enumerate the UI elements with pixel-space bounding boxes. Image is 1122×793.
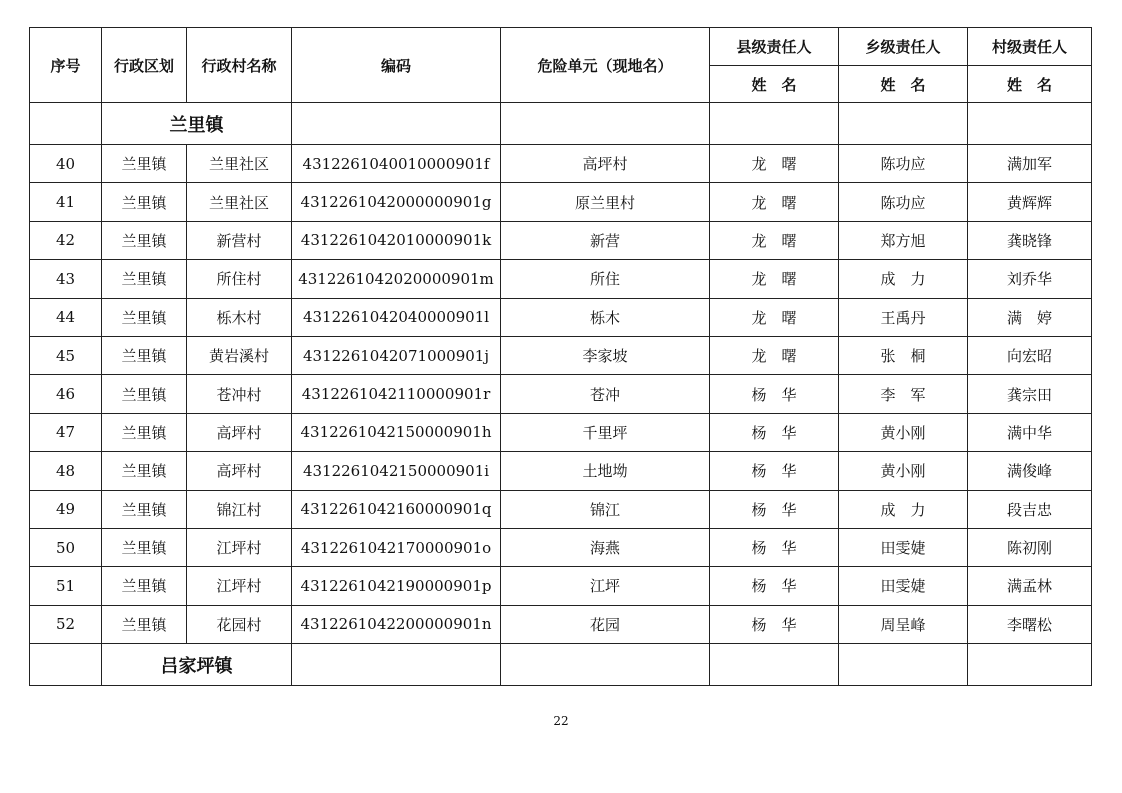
- cell-county-name: 杨 华: [710, 605, 839, 643]
- cell-village-name: 满俊峰: [968, 452, 1092, 490]
- cell-township-name: 陈功应: [839, 183, 968, 221]
- cell-code: 4312261042170000901o: [292, 528, 501, 566]
- cell-township-name: 田雯婕: [839, 567, 968, 605]
- cell-seq: 42: [30, 221, 102, 259]
- table-row: [30, 260, 1092, 298]
- cell-village: 栎木村: [187, 298, 292, 336]
- cell-village-name: 龚晓锋: [968, 221, 1092, 259]
- cell-village: 兰里社区: [187, 183, 292, 221]
- cell-district: 兰里镇: [102, 452, 187, 490]
- cell-code: 4312261042150000901h: [292, 413, 501, 451]
- cell-danger-unit: 新营: [501, 221, 710, 259]
- section-blank-cell: [292, 103, 501, 145]
- cell-township-name: 李 军: [839, 375, 968, 413]
- cell-district: 兰里镇: [102, 298, 187, 336]
- table-row: [30, 145, 1092, 183]
- cell-code: 4312261040010000901f: [292, 145, 501, 183]
- table-row: [30, 221, 1092, 259]
- cell-township-name: 张 桐: [839, 336, 968, 374]
- section-label: 吕家坪镇: [102, 644, 292, 686]
- cell-code: 4312261042000000901g: [292, 183, 501, 221]
- cell-village-name: 陈初刚: [968, 528, 1092, 566]
- cell-danger-unit: 海燕: [501, 528, 710, 566]
- section-blank-cell: [30, 644, 102, 686]
- table-row: [30, 183, 1092, 221]
- section-blank-cell: [292, 644, 501, 686]
- section-row: [30, 103, 1092, 145]
- page-number: 22: [553, 714, 569, 728]
- cell-seq: 40: [30, 145, 102, 183]
- cell-code: 4312261042200000901n: [292, 605, 501, 643]
- cell-county-name: 杨 华: [710, 490, 839, 528]
- cell-code: 4312261042040000901l: [292, 298, 501, 336]
- cell-township-name: 周呈峰: [839, 605, 968, 643]
- cell-village: 江坪村: [187, 567, 292, 605]
- cell-danger-unit: 苍冲: [501, 375, 710, 413]
- header-township-name: 姓 名: [839, 66, 968, 103]
- cell-county-name: 杨 华: [710, 413, 839, 451]
- cell-danger-unit: 锦江: [501, 490, 710, 528]
- cell-danger-unit: 土地坳: [501, 452, 710, 490]
- cell-county-name: 龙 曙: [710, 145, 839, 183]
- cell-village-name: 刘乔华: [968, 260, 1092, 298]
- responsibility-table: [29, 27, 1092, 686]
- cell-township-name: 成 力: [839, 490, 968, 528]
- cell-township-name: 田雯婕: [839, 528, 968, 566]
- cell-seq: 52: [30, 605, 102, 643]
- section-blank-cell: [968, 644, 1092, 686]
- table-row: [30, 375, 1092, 413]
- header-district: 行政区划: [102, 28, 187, 103]
- cell-township-name: 黄小刚: [839, 413, 968, 451]
- section-blank-cell: [30, 103, 102, 145]
- cell-county-name: 杨 华: [710, 528, 839, 566]
- cell-code: 4312261042071000901j: [292, 336, 501, 374]
- cell-seq: 49: [30, 490, 102, 528]
- cell-code: 4312261042150000901i: [292, 452, 501, 490]
- section-blank-cell: [501, 644, 710, 686]
- table-row: [30, 605, 1092, 643]
- cell-seq: 48: [30, 452, 102, 490]
- cell-code: 4312261042190000901p: [292, 567, 501, 605]
- cell-district: 兰里镇: [102, 336, 187, 374]
- cell-county-name: 杨 华: [710, 452, 839, 490]
- cell-village: 黄岩溪村: [187, 336, 292, 374]
- header-seq: 序号: [30, 28, 102, 103]
- cell-seq: 45: [30, 336, 102, 374]
- cell-village-name: 满中华: [968, 413, 1092, 451]
- cell-district: 兰里镇: [102, 260, 187, 298]
- section-blank-cell: [839, 103, 968, 145]
- cell-village: 锦江村: [187, 490, 292, 528]
- cell-village: 兰里社区: [187, 145, 292, 183]
- table-row: [30, 567, 1092, 605]
- cell-danger-unit: 江坪: [501, 567, 710, 605]
- header-village: 行政村名称: [187, 28, 292, 103]
- cell-danger-unit: 千里坪: [501, 413, 710, 451]
- cell-village-name: 龚宗田: [968, 375, 1092, 413]
- cell-township-name: 黄小刚: [839, 452, 968, 490]
- cell-village: 苍冲村: [187, 375, 292, 413]
- cell-district: 兰里镇: [102, 413, 187, 451]
- table-row: [30, 413, 1092, 451]
- cell-district: 兰里镇: [102, 528, 187, 566]
- table-row: [30, 336, 1092, 374]
- cell-code: 4312261042010000901k: [292, 221, 501, 259]
- header-code: 编码: [292, 28, 501, 103]
- cell-code: 4312261042160000901q: [292, 490, 501, 528]
- section-blank-cell: [710, 103, 839, 145]
- cell-county-name: 杨 华: [710, 567, 839, 605]
- header-danger-unit: 危险单元（现地名）: [501, 28, 710, 103]
- cell-danger-unit: 原兰里村: [501, 183, 710, 221]
- cell-danger-unit: 花园: [501, 605, 710, 643]
- cell-county-name: 龙 曙: [710, 298, 839, 336]
- cell-district: 兰里镇: [102, 490, 187, 528]
- cell-village: 新营村: [187, 221, 292, 259]
- cell-danger-unit: 李家坡: [501, 336, 710, 374]
- cell-township-name: 成 力: [839, 260, 968, 298]
- cell-district: 兰里镇: [102, 221, 187, 259]
- header-row: [30, 28, 1092, 66]
- table-row: [30, 490, 1092, 528]
- cell-township-name: 陈功应: [839, 145, 968, 183]
- cell-village: 高坪村: [187, 413, 292, 451]
- cell-district: 兰里镇: [102, 567, 187, 605]
- cell-district: 兰里镇: [102, 375, 187, 413]
- cell-county-name: 龙 曙: [710, 336, 839, 374]
- header-county-name: 姓 名: [710, 66, 839, 103]
- section-blank-cell: [501, 103, 710, 145]
- cell-village: 江坪村: [187, 528, 292, 566]
- cell-district: 兰里镇: [102, 145, 187, 183]
- cell-village-name: 满孟林: [968, 567, 1092, 605]
- cell-township-name: 王禹丹: [839, 298, 968, 336]
- cell-seq: 43: [30, 260, 102, 298]
- cell-county-name: 龙 曙: [710, 221, 839, 259]
- table-row: [30, 452, 1092, 490]
- cell-village-name: 满加军: [968, 145, 1092, 183]
- header-township-responsible: 乡级责任人: [839, 28, 968, 66]
- cell-seq: 41: [30, 183, 102, 221]
- cell-danger-unit: 高坪村: [501, 145, 710, 183]
- cell-seq: 46: [30, 375, 102, 413]
- cell-district: 兰里镇: [102, 605, 187, 643]
- cell-county-name: 杨 华: [710, 375, 839, 413]
- section-blank-cell: [839, 644, 968, 686]
- cell-village-name: 满 婷: [968, 298, 1092, 336]
- cell-danger-unit: 栎木: [501, 298, 710, 336]
- cell-village-name: 向宏昭: [968, 336, 1092, 374]
- cell-code: 4312261042020000901m: [292, 260, 501, 298]
- section-blank-cell: [968, 103, 1092, 145]
- cell-seq: 44: [30, 298, 102, 336]
- section-blank-cell: [710, 644, 839, 686]
- cell-seq: 51: [30, 567, 102, 605]
- cell-code: 4312261042110000901r: [292, 375, 501, 413]
- cell-seq: 50: [30, 528, 102, 566]
- cell-county-name: 龙 曙: [710, 183, 839, 221]
- section-row: [30, 644, 1092, 686]
- cell-county-name: 龙 曙: [710, 260, 839, 298]
- cell-village-name: 李曙松: [968, 605, 1092, 643]
- cell-village: 所住村: [187, 260, 292, 298]
- cell-seq: 47: [30, 413, 102, 451]
- cell-village: 高坪村: [187, 452, 292, 490]
- header-county-responsible: 县级责任人: [710, 28, 839, 66]
- cell-township-name: 郑方旭: [839, 221, 968, 259]
- section-label: 兰里镇: [102, 103, 292, 145]
- cell-village-name: 黄辉辉: [968, 183, 1092, 221]
- table-row: [30, 298, 1092, 336]
- cell-village: 花园村: [187, 605, 292, 643]
- cell-district: 兰里镇: [102, 183, 187, 221]
- header-village-name: 姓 名: [968, 66, 1092, 103]
- cell-danger-unit: 所住: [501, 260, 710, 298]
- cell-village-name: 段吉忠: [968, 490, 1092, 528]
- table-row: [30, 528, 1092, 566]
- header-village-responsible: 村级责任人: [968, 28, 1092, 66]
